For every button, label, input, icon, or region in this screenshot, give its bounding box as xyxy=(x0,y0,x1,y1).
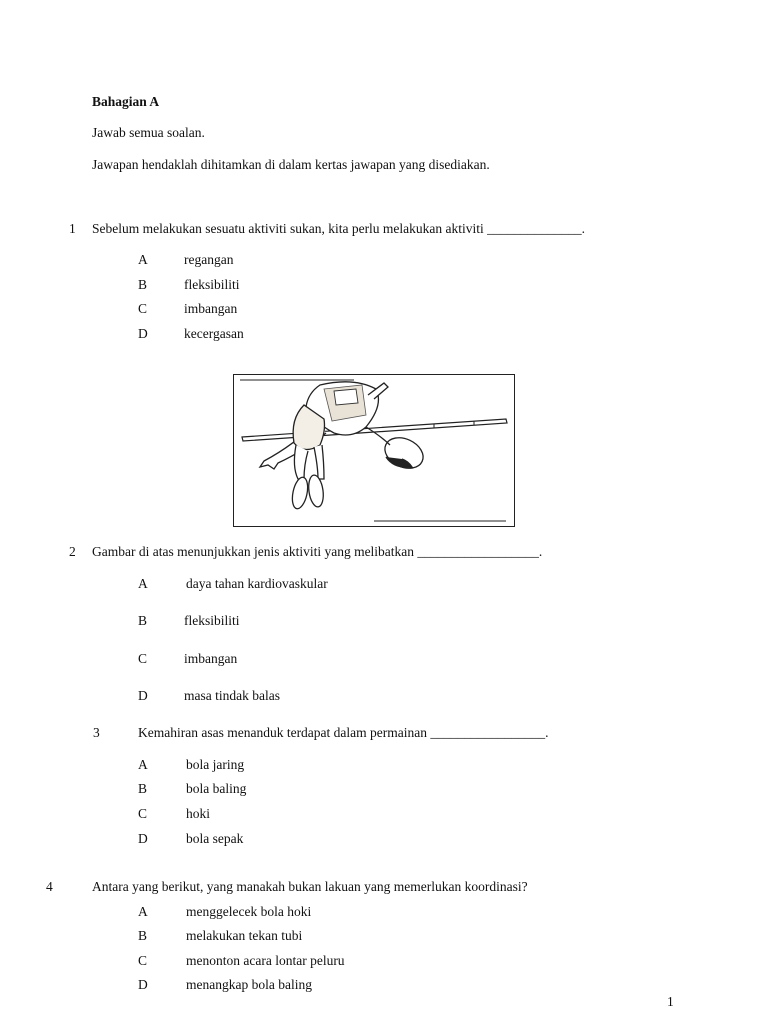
section-title: Bahagian A xyxy=(92,94,160,109)
athlete-figure xyxy=(260,382,428,510)
option-letter: A xyxy=(138,757,148,772)
option-text: imbangan xyxy=(184,301,238,316)
option-text: regangan xyxy=(184,252,234,267)
question-number: 2 xyxy=(69,544,76,559)
option-letter: A xyxy=(138,576,148,591)
option-letter: D xyxy=(138,688,148,703)
option-letter: A xyxy=(138,252,148,267)
option-text: daya tahan kardiovaskular xyxy=(186,576,328,591)
question-text: Sebelum melakukan sesuatu aktiviti sukan, kita perlu melakukan aktiviti ______________. xyxy=(92,221,586,236)
option-text: menonton acara lontar peluru xyxy=(186,953,345,968)
option-text: fleksibiliti xyxy=(184,277,240,292)
question-number: 1 xyxy=(69,221,76,236)
option-letter: D xyxy=(138,831,148,846)
option-text: kecergasan xyxy=(184,326,244,341)
high-jump-illustration xyxy=(233,374,515,527)
high-jump-drawing xyxy=(234,375,514,526)
option-text: hoki xyxy=(186,806,211,821)
option-text: melakukan tekan tubi xyxy=(186,928,303,943)
option-letter: C xyxy=(138,651,148,666)
option-text: menangkap bola baling xyxy=(186,977,312,992)
option-letter: B xyxy=(138,613,148,628)
option-text: bola baling xyxy=(186,781,247,796)
question-text: Antara yang berikut, yang manakah bukan lakuan yang memerlukan koordinasi? xyxy=(92,879,528,894)
question-text: Gambar di atas menunjukkan jenis aktiviti yang melibatkan __________________. xyxy=(92,544,543,559)
option-letter: D xyxy=(138,977,148,992)
question-text: Kemahiran asas menanduk terdapat dalam permainan _________________. xyxy=(138,725,549,740)
crossbar xyxy=(242,419,507,441)
option-letter: A xyxy=(138,904,148,919)
option-letter: C xyxy=(138,953,148,968)
page-number: 1 xyxy=(667,994,674,1009)
option-letter: D xyxy=(138,326,148,341)
option-letter: C xyxy=(138,806,148,821)
option-text: bola jaring xyxy=(186,757,245,772)
option-text: menggelecek bola hoki xyxy=(186,904,312,919)
question-number: 3 xyxy=(93,725,100,740)
option-letter: B xyxy=(138,781,148,796)
option-text: masa tindak balas xyxy=(184,688,280,703)
option-text: bola sepak xyxy=(186,831,244,846)
instruction-line-2: Jawapan hendaklah dihitamkan di dalam kertas jawapan yang disediakan. xyxy=(92,157,490,172)
option-text: imbangan xyxy=(184,651,238,666)
option-text: fleksibiliti xyxy=(184,613,240,628)
question-number: 4 xyxy=(46,879,53,894)
option-letter: B xyxy=(138,277,148,292)
option-letter: C xyxy=(138,301,148,316)
option-letter: B xyxy=(138,928,148,943)
instruction-line-1: Jawab semua soalan. xyxy=(92,125,205,140)
